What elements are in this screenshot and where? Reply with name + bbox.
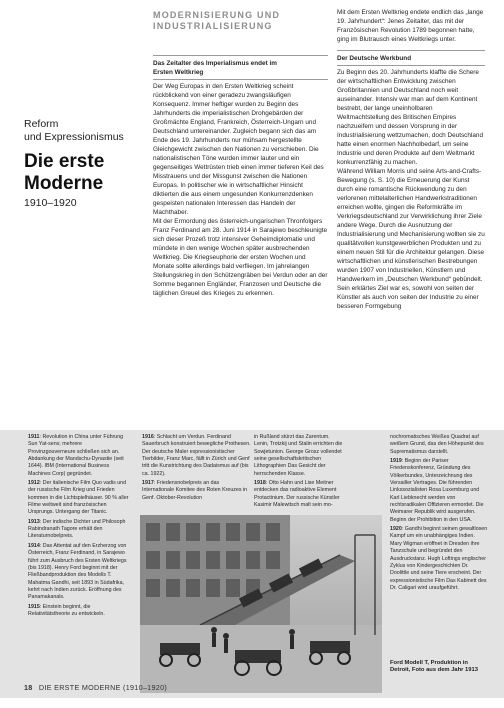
kicker-line-2: und Expressionismus	[24, 131, 124, 143]
timeline-entry: 1914: Das Attentat auf den Erzherzog von Österreich, Franz Ferdinand, in Sarajewo führt zum Ausbruch des Ersten Weltkriegs (bis 1918). Henry Ford beginnt mit der Fließbandproduktion des Modells T. Mahatma Gandhi, seit 1893 in Südafrika, kehrt nach Indien zurück. Eröffnung des Panamakanals.	[28, 542, 127, 601]
chapter-title	[24, 151, 144, 195]
subheading-werkbund: Der Deutsche Werkbund	[337, 55, 412, 63]
timeline-column-2	[142, 434, 252, 504]
paragraph: Während William Morris und seine Arts-and-Crafts-Bewegung (s. S. 10) die Erneuerung der Kunst durch eine romantische Rückwendung zu den verlorenen mittelalterlichen Handwerkstraditionen erreichen wollte, gingen die Reformkräfte im Verkriegsdeutschland zur Verwirklichung ihrer Ziele andere Wege. Durch die Ausnutzung der Industrialisierung und Mechanisierung wollten sie zu qualitätvollen kunstgewerblichen Produkten und zu einem neuen Stil für die Architektur gelangen. Diese wirtschaftlichen und künstlerischen Bestrebungen wurden 1907 von Industriellen, Künstlern und Handwerkern im „Deutschen Werkbund“ gebündelt. Sein erklärtes Ziel war es, sowohl von seiten der Künstler als auch von seiten der Industrie zu einer besseren Formgebung	[337, 168, 485, 311]
subheading-imperialism	[153, 59, 328, 77]
paragraph: Zu Beginn des 20. Jahrhunderts klaffte die Schere der wirtschaftlichen Entwicklung zwischen Großbritannien und Deutschland noch weit auseinander. Intensiv war man auf dem Kontinent bestrebt, der lange uneinholbaren Weltmachtstellung des Britischen Empires nachzueifern und dessen Vorsprung in der Industrialisierung wettzumachen, doch Deutschland hatte einen enormen Nachholbedarf, um seine Industrie und deren Produkte auf dem Weltmarkt konkurrenzfähig zu machen.	[337, 69, 484, 167]
section-title-line-1: MODERNISIERUNG UND	[153, 10, 281, 20]
paragraph: Der Weg Europas in den Ersten Weltkrieg scheint rückblickend von einer geradezu zwangsläufigen Konsequenz. Immer heftiger wurden zu Beginn des Jahrhunderts die imperialistischen Drohgebärden der Großmächte England, Frankreich, Österreich-Ungarn und Deutschland untereinander. Zugleich begann sich das am Ende des 19. Jahrhunderts nur mühsam hergestellte Gleichgewicht zwischen den Nationen zu verschieben. Die nationalistischen Töne wurden immer lauter und ein gegenseitiges Wettrüsten trieb einen immer tieferen Keil des Misstrauens und der Missgunst zwischen die Nationen Europas. In politischer wie in wirtschaftlicher Hinsicht diktierten die aus einem ungesunden Konkurrenzdenken gespeisten nationalen Interessen das Handeln der Machthaber.	[153, 83, 324, 217]
timeline-column-1	[28, 434, 130, 620]
timeline-column-3	[254, 434, 344, 511]
photo-caption: Ford Modell T, Produktion in Detroit, Foto aus dem Jahr 1913	[390, 660, 478, 674]
heading-rule	[337, 50, 485, 51]
timeline-column-4	[390, 434, 488, 594]
paragraph: Mit der Ermordung des österreich-ungarischen Thronfolgers Franz Ferdinand am 28. Juni 1914 in Sarajewo beschleunigte sich dieser Prozeß trotz intensiver Geheimdiplomatie und mündete in den wenige Wochen später ausbrechenden Weltkrieg. Die Kriegseuphorie der ersten Wochen und Monate sollte allerdings bald verfliegen. Im jahrelangen Stellungskrieg in den Schützengräben bei Verdun oder an der Somme begannen Engländer, Franzosen und Deutsche die täglichen Greuel des Krieges zu erkennen.	[153, 218, 328, 298]
timeline-entry: 1912: Der italienische Film Quo vadis und der russische Film Krieg und Frieden kommen in die Lichtspielhäuser. 90 % aller Filme weltweit sind französischen Ursprungs. Untergang der Titanic.	[28, 480, 129, 516]
timeline-entry: 1913: Der indische Dichter und Philosoph Rabindranath Tagore erhält den Literaturnobelpreis.	[28, 518, 126, 540]
chapter-title-line-2: Moderne	[24, 173, 104, 194]
heading-rule-bottom	[153, 79, 328, 80]
body-column-1	[153, 55, 328, 298]
section-title-line-2: INDUSTRIALISIERUNG	[153, 21, 273, 31]
ford-factory-photo	[140, 515, 382, 693]
timeline-entry: 1917: Friedensnobelpreis an das Internationale Komitee des Roten Kreuzes in Genf. Oktober-Revolution	[142, 480, 248, 501]
timeline-entry: in Rußland stürzt das Zarentum. Lenin, Trotzkij und Stalin errichten die Sowjetunion. George Grosz vollendet seine gesellschaftskritischen Lithographien Das Gesicht der herrschenden Klasse.	[254, 434, 343, 477]
timeline-entry: nochromatisches Weißes Quadrat auf weißem Grund, das den Höhepunkt des Suprematismus darstellt.	[390, 434, 484, 455]
heading-rule	[153, 55, 328, 56]
chapter-kicker	[24, 118, 144, 144]
body-column-2	[337, 8, 485, 312]
timeline-entry: 1918: Otto Hahn und Lise Meitner entdecken das radioaktive Element Protactinium. Der russische Künstler Kasimir Malewitsch malt sein mo-	[254, 480, 340, 509]
page-number: 18	[24, 683, 33, 692]
paragraph: Mit dem Ersten Weltkrieg endete endlich das „lange 19. Jahrhundert“: Jenes Zeitalter, das mit der Französischen Revolution 1789 begonnen hatte, ging im Blutrausch eines Weltkriegs unter.	[337, 9, 484, 44]
kicker-line-1: Reform	[24, 118, 59, 130]
chapter-title-line-1: Die erste	[24, 151, 105, 172]
chapter-years: 1910–1920	[24, 197, 77, 209]
page-footer	[24, 683, 167, 692]
section-title	[153, 10, 328, 32]
subheading-line-1: Das Zeitalter des Imperialismus endet im	[153, 60, 277, 67]
timeline-entry: 1911: Revolution in China unter Führung Sun Yat-sens; mehrere Provinzgouverneure schließen sich an. Abdankung der Mandschu-Dynastie (seit 1644). IBM (International Business Machines Corp) gegründet.	[28, 434, 124, 477]
timeline-entry: 1920: Gandhi beginnt seinen gewaltlosen Kampf um ein unabhängiges Indien. Mary Wigman eröffnet in Dresden ihre Tanzschule und begründet den Ausdruckstanz. Hugh Loftings englischer Zyklus von Kindergeschichten Dr. Doolittle und seine Tiere erscheint. Der expressionistische Film Das Kabinett des Dr. Caligari wird uraufgeführt.	[390, 526, 488, 591]
heading-rule-bottom	[337, 65, 485, 66]
running-title: DIE ERSTE MODERNE (1910–1920)	[38, 683, 168, 692]
subheading-line-2: Ersten Weltkrieg	[153, 69, 204, 77]
timeline-entry: 1919: Beginn der Pariser Friedenskonferenz, Gründung des Völkerbundes, Unterzeichnung des Versailler Vertrages. Die führenden Linkssozialisten Rosa Luxemburg und Karl Liebknecht werden von rechtsradikalen Offizieren ermordet. Die Weimarer Republik wird ausgerufen. Beginn der Prohibition in den USA.	[390, 458, 484, 523]
timeline-entry: 1915: Einstein beginnt, die Relativitätstheorie zu entwickeln.	[28, 603, 105, 617]
timeline-entry: 1916: Schlacht um Verdun. Ferdinand Sauerbruch konstruiert bewegliche Prothesen. Der deutsche Maler expressionistischer Tierbilder, Franz Marc, fällt in Zürich und Genf tritt die Kunstrichtung des Dadaismus auf (bis ca. 1922).	[142, 434, 251, 477]
